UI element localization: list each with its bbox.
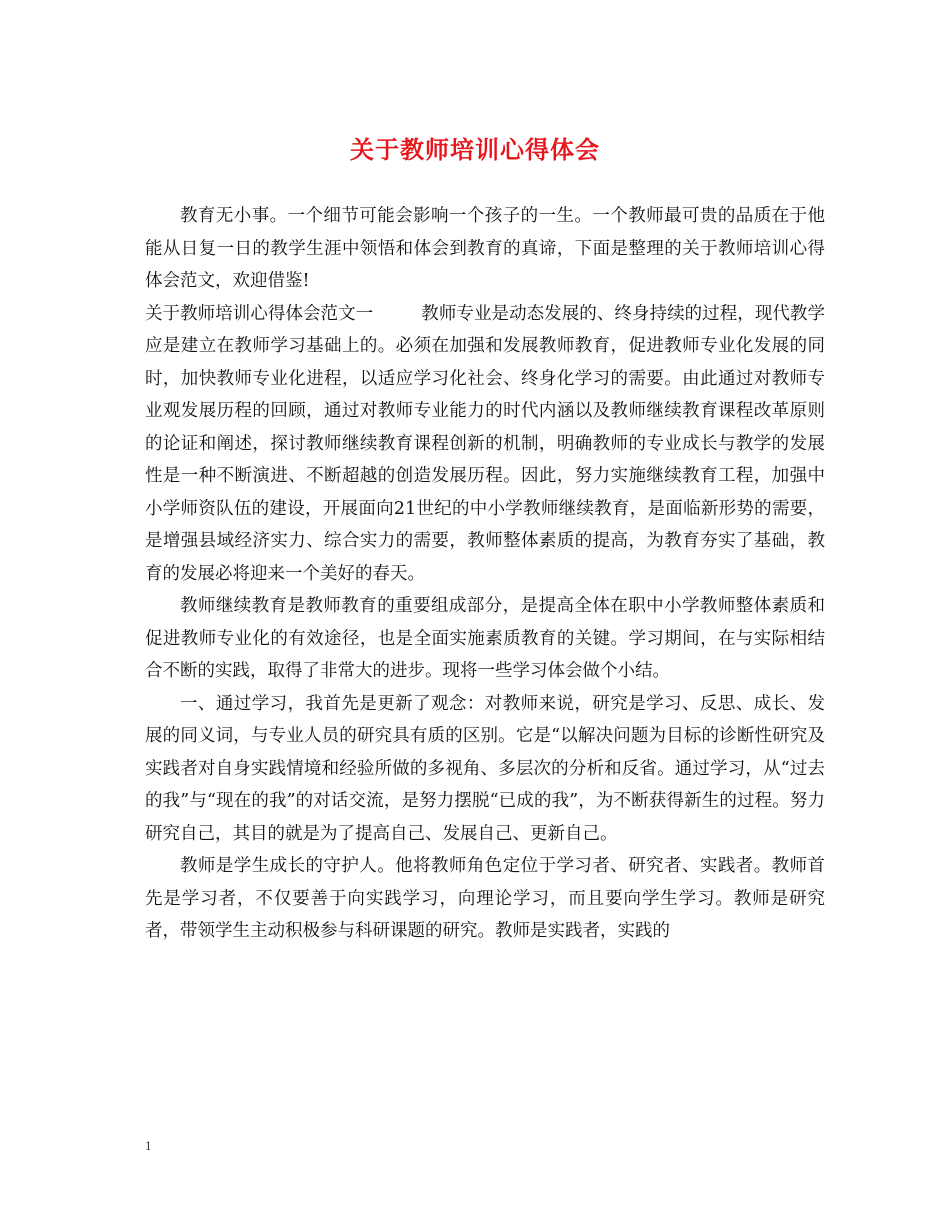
section-first-paragraph: 教师专业是动态发展的、终身持续的过程，现代教学应是建立在教师学习基础上的。必须在加强和发展教师教育，促进教师专业化发展的同时，加快教师专业化进程，以适应学习化社会、终身化学习的需要。由此通过对教师专业观发展历程的回顾，通过对教师专业能力的时代内涵以及教师继续教育课程改革原则的论证和阐述，探讨教师继续教育课程创新的机制，明确教师的专业成长与教学的发展性是一种不断演进、不断超越的创造发展历程。因此，努力实施继续教育工程，加强中小学师资队伍的建设，开展面向21世纪的中小学教师继续教育，是面临新形势的需要，是增强县域经济实力、综合实力的需要，教师整体素质的提高，为教育夯实了基础，教育的发展必将迎来一个美好的春天。	[145, 303, 826, 584]
body-paragraph: 教师继续教育是教师教育的重要组成部分，是提高全体在职中小学教师整体素质和促进教师专业化的有效途径，也是全面实施素质教育的关键。学习期间，在与实际相结合不断的实践，取得了非常大的进步。现将一些学习体会做个小结。	[145, 596, 825, 681]
page-title: 关于教师培训心得体会	[350, 135, 600, 164]
body-paragraph: 一、通过学习，我首先是更新了观念：对教师来说，研究是学习、反思、成长、发展的同义词，与专业人员的研究具有质的区别。它是“以解决问题为目标的诊断性研究及实践者对自身实践情境和经验所做的多视角、多层次的分析和反省。通过学习，从“过去的我”与“现在的我”的对话交流，是努力摆脱“已成的我”，为不断获得新生的过程。努力研究自己，其目的就是为了提高自己、发展自己、更新自己。	[145, 693, 825, 844]
section-block	[145, 298, 825, 591]
intro-paragraph: 教育无小事。一个细节可能会影响一个孩子的一生。一个教师最可贵的品质在于他能从日复一日的教学生涯中领悟和体会到教育的真谛，下面是整理的关于教师培训心得体会范文，欢迎借鉴!	[145, 206, 825, 291]
page-number: 1	[145, 1138, 152, 1153]
section-heading: 关于教师培训心得体会范文一	[145, 303, 374, 324]
body-paragraph: 教师是学生成长的守护人。他将教师角色定位于学习者、研究者、实践者。教师首先是学习者，不仅要善于向实践学习，向理论学习，而且要向学生学习。教师是研究者，带领学生主动积极参与科研课题的研究。教师是实践者，实践的	[145, 856, 825, 941]
document-body	[145, 200, 825, 948]
